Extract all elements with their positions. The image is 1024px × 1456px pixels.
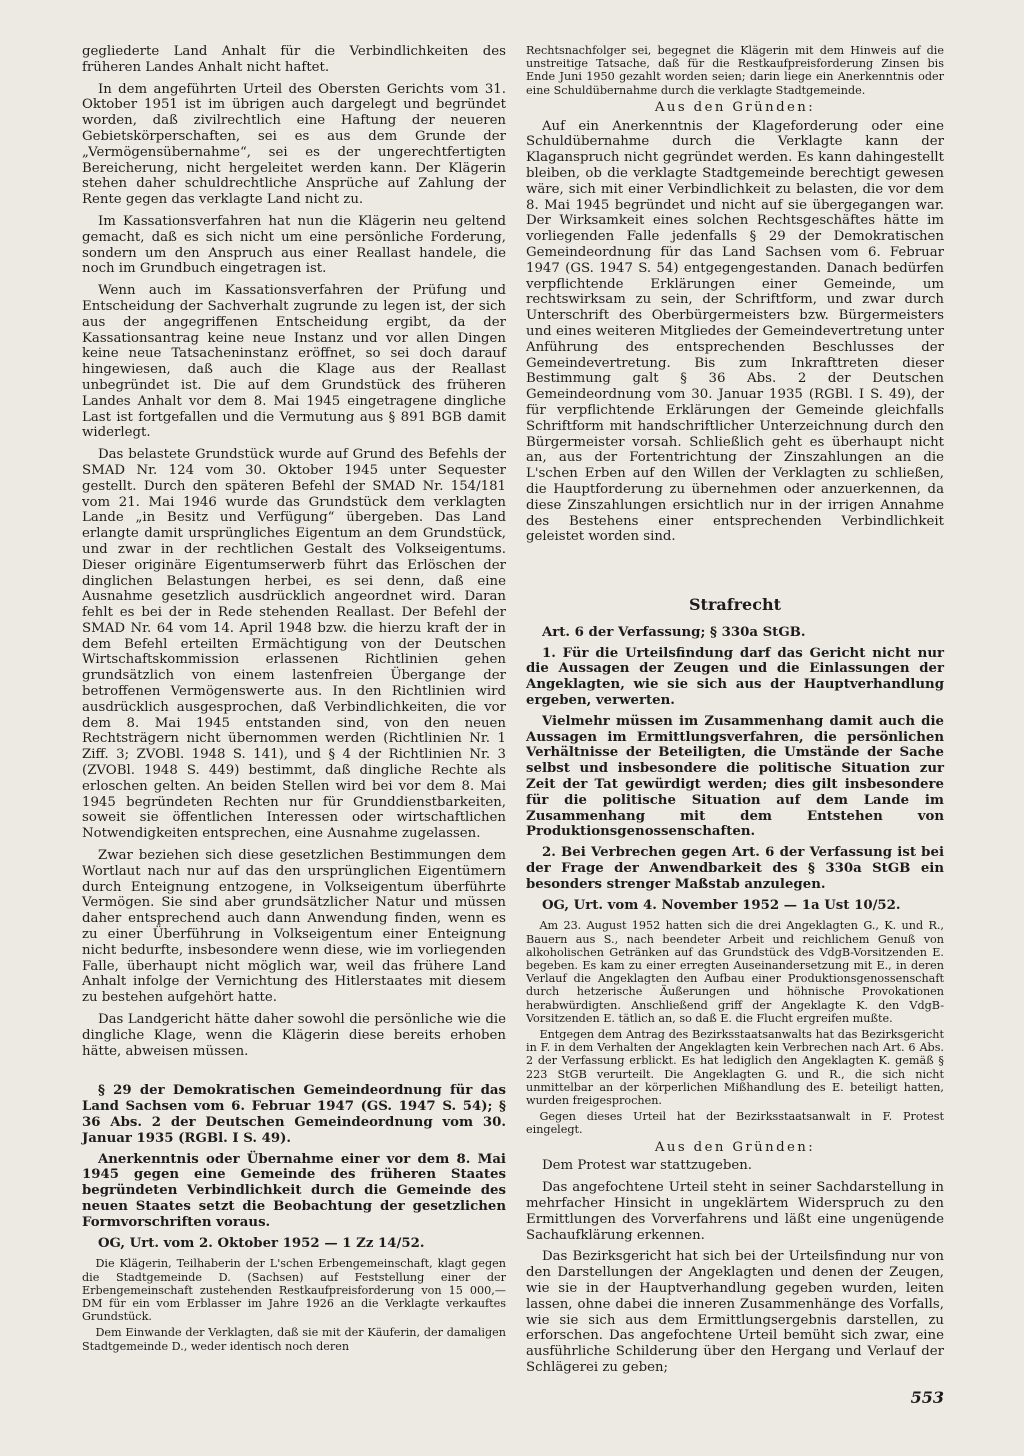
paragraph: Wenn auch im Kassationsverfahren der Prüfung und Entscheidung der Sachverhalt zugrunde zu legen ist, der sich aus der angegriffenen Entscheidung ergibt, da der Kassationsantrag keine neue Instanz und vor allen Dingen keine neue Tatsacheninstanz eröffnet, so sei doch darauf hingewiesen, daß auch die Klage aus der Reallast unbegründet ist. Die auf dem Grundstück des früheren Landes Anhalt vor dem 8. Mai 1945 eingetragene dingliche Last ist fortgefallen und die Vermutung aus § 891 BGB damit widerlegt. <box>82 283 506 441</box>
section-heading: Strafrecht <box>689 595 781 614</box>
paragraph: gegliederte Land Anhalt für die Verbindlichkeiten des früheren Landes Anhalt nicht haftet. <box>82 44 506 75</box>
paragraph: Das belastete Grundstück wurde auf Grund des Befehls der SMAD Nr. 124 vom 30. Oktober 1945 unter Sequester gestellt. Durch den späteren Befehl der SMAD Nr. 154/181 vom 21. Mai 1946 wurde das Grundstück dem verklagten Lande „in Besitz und Verfügung“ übergeben. Das Land erlangte damit ursprüngliches Eigentum an dem Grundstück, und zwar in der rechtlichen Gestalt des Volkseigentums. Dieser originäre Eigentumserwerb führt das Erlöschen der dinglichen Belastungen herbei, es sei denn, daß eine Ausnahme gesetzlich ausdrücklich angeordnet wird. Daran fehlt es bei der in Rede stehenden Reallast. Der Befehl der SMAD Nr. 64 vom 14. April 1948 bzw. die hierzu kraft der in dem Befehl erteilten Ermächtigung von der Deutschen Wirtschaftskommission erlassenen Richtlinien gehen grundsätzlich von einem lastenfreien Übergange der betroffenen Vermögenswerte aus. In den Richtlinien wird ausdrücklich ausgesprochen, daß Verbindlichkeiten, die vor dem 8. Mai 1945 entstanden sind, von den neuen Rechtsträgern nicht übernommen werden (Richtlinien Nr. 1 Ziff. 3; ZVOBl. 1948 S. 141), und § 4 der Richtlinien Nr. 3 (ZVOBl. 1948 S. 449) bestimmt, daß dingliche Rechte als erloschen gelten. An beiden Stellen wird bei vor dem 8. Mai 1945 begründeten Rechten nur für Grunddienstbarkeiten, soweit sie öffentlichen Interessen oder wirtschaftlichen Notwendigkeiten entsprechen, eine Ausnahme zugelassen. <box>82 447 506 842</box>
norms-reference: Art. 6 der Verfassung; § 330a StGB. <box>541 624 806 640</box>
paragraph: In dem angeführten Urteil des Obersten Gerichts vom 31. Oktober 1951 ist im übrigen auch dargelegt und begründet worden, daß zivilrechtlich eine Haftung der neueren Gebietskörperschaften, sei es aus dem Grunde der „Vermögensübernahme“, sei es der ungerechtfertigten Bereicherung, nicht hergeleitet werden kann. Der Klägerin stehen daher schuldrechtliche Ansprüche auf Zahlung der Rente gegen das verklagte Land nicht zu. <box>82 81 506 208</box>
reasons-label: Aus den Gründen: <box>654 99 816 115</box>
headnote: 1. Für die Urteilsfindung darf das Gericht nicht nur die Aussagen der Zeugen und die Einlassungen der Angeklagten, wie sie sich aus der Hauptverhandlung ergeben, verwerten. <box>526 645 944 708</box>
paragraph: Im Kassationsverfahren hat nun die Klägerin neu geltend gemacht, daß es sich nicht um eine persönliche Forderung, sondern um den Anspruch aus einer Reallast handele, die noch im Grundbuch eingetragen ist. <box>82 213 506 277</box>
headnote: 2. Bei Verbrechen gegen Art. 6 der Verfassung ist bei der Frage der Anwendbarkeit des § 330a StGB ein besonders strenger Maßstab anzulegen. <box>526 845 944 892</box>
facts-paragraph: Dem Einwande der Verklagten, daß sie mit der Käuferin, der damaligen Stadtgemeinde D., weder identisch noch deren <box>82 1326 506 1353</box>
case-citation: OG, Urt. vom 4. November 1952 — 1a Ust 10/52. <box>541 897 901 913</box>
left-column <box>82 44 506 1356</box>
paragraph: Zwar beziehen sich diese gesetzlichen Bestimmungen dem Wortlaut nach nur auf das den ursprünglichen Eigentümern durch Enteignung entzogene, in Volkseigentum überführte Vermögen. Sie sind aber grundsätzlicher Natur und müssen daher entsprechend auch dann Anwendung finden, wenn es zu einer Überführung in Volkseigentum einer Enteignung nicht bedurfte, insbesondere wenn diese, wie im vorliegenden Falle, überhaupt nicht möglich war, weil das frühere Land Anhalt infolge der Vernichtung des Hitlerstaates mit diesem zu bestehen aufgehört hatte. <box>82 848 506 1006</box>
right-column-upper <box>526 44 944 551</box>
norms-reference: § 29 der Demokratischen Gemeindeordnung für das Land Sachsen vom 6. Februar 1947 (GS. 1947 S. 54); § 36 Abs. 2 der Deutschen Gemeindeordnung vom 30. Januar 1935 (RGBl. I S. 49). <box>82 1083 506 1146</box>
paragraph: Das angefochtene Urteil steht in seiner Sachdarstellung in mehrfacher Hinsicht in ungeklärtem Widerspruch zu den Ermittlungen des Vorverfahrens und läßt eine ungenügende Sachaufklärung erkennen. <box>526 1180 944 1243</box>
facts-paragraph: Die Klägerin, Teilhaberin der L'schen Erbengemeinschaft, klagt gegen die Stadtgemeinde D. (Sachsen) auf Feststellung einer der Erbengemeinschaft zustehenden Restkaufpreisforderung von 15 000,— DM für ein vom Erblasser im Jahre 1926 an die Verklagte verkauftes Grundstück. <box>82 1257 506 1324</box>
facts-paragraph: Am 23. August 1952 hatten sich die drei Angeklagten G., K. und R., Bauern aus S., nach beendeter Arbeit und reichlichem Genuß von alkoholischen Getränken auf das Grundstück des VdgB-Vorsitzenden E. begeben. Es kam zu einer erregten Auseinandersetzung mit E., in deren Verlauf die Angeklagten den Aufbau einer Produktionsgenossenschaft durch hetzerische Äußerungen und höhnische Provokationen herabwürdigten. Anschließend griff der Angeklagte K. den VdgB-Vorsitzenden E. tätlich an, so daß E. die Flucht ergreifen mußte. <box>526 919 944 1025</box>
headnote: Vielmehr müssen im Zusammenhang damit auch die Aussagen im Ermittlungsverfahren, die persönlichen Verhältnisse der Beteiligten, die Umstände der Sache selbst und insbesondere die politische Situation zur Zeit der Tat gewürdigt werden; dies gilt insbesondere für die politische Situation auf dem Lande im Zusammenhang mit dem Entstehen von Produktionsgenossenschaften. <box>526 713 944 840</box>
facts-paragraph: Gegen dieses Urteil hat der Bezirksstaatsanwalt in F. Protest eingelegt. <box>526 1110 944 1137</box>
right-column-lower <box>526 583 944 1382</box>
case-citation: OG, Urt. vom 2. Oktober 1952 — 1 Zz 14/52. <box>97 1235 425 1251</box>
paragraph: Das Landgericht hätte daher sowohl die persönliche wie die dingliche Klage, wenn die Klägerin diese bereits erhoben hätte, abweisen müssen. <box>82 1012 506 1059</box>
facts-paragraph: Rechtsnachfolger sei, begegnet die Klägerin mit dem Hinweis auf die unstreitige Tatsache, daß für die Restkaufpreisforderung Zinsen bis Ende Juni 1950 gezahlt worden seien; darin liege ein Anerkenntnis oder eine Schuldübernahme durch die verklagte Stadtgemeinde. <box>526 44 944 97</box>
page-number: 553 <box>910 1388 944 1407</box>
paragraph: Das Bezirksgericht hat sich bei der Urteilsfindung nur von den Darstellungen der Angeklagten und denen der Zeugen, wie sie in der Hauptverhandlung gegeben wurden, leiten lassen, ohne dabei die inneren Zusammenhänge des Vorfalls, wie sie sich aus dem Ermittlungsergebnis darstellen, zu erforschen. Das angefochtene Urteil bemüht sich zwar, eine ausführliche Schilderung über den Hergang und Verlauf der Schlägerei zu geben; <box>526 1249 944 1375</box>
headnote: Anerkenntnis oder Übernahme einer vor dem 8. Mai 1945 gegen eine Gemeinde des früheren Staates begründeten Verbindlichkeit durch die Gemeinde des neuen Staates setzt die Beobachtung der gesetzlichen Formvorschriften voraus. <box>82 1151 506 1230</box>
facts-paragraph: Entgegen dem Antrag des Bezirksstaatsanwalts hat das Bezirksgericht in F. in dem Verhalten der Angeklagten kein Verbrechen nach Art. 6 Abs. 2 der Verfassung erblickt. Es hat lediglich den Angeklagten K. gemäß § 223 StGB verurteilt. Die Angeklagten G. und R., die sich nicht unmittelbar an der körperlichen Mißhandlung des E. beteiligt hatten, wurden freigesprochen. <box>526 1027 944 1107</box>
paragraph: Dem Protest war stattzugeben. <box>541 1158 753 1174</box>
paragraph: Auf ein Anerkenntnis der Klageforderung oder eine Schuldübernahme durch die Verklagte kann der Klaganspruch nicht gegründet werden. Es kann dahingestellt bleiben, ob die verklagte Stadtgemeinde berechtigt gewesen wäre, sich mit einer Verbindlichkeit zu belasten, die vor dem 8. Mai 1945 begründet und nicht auf sie übergegangen war. Der Wirksamkeit eines solchen Rechtsgeschäftes hätte im vorliegenden Falle jedenfalls § 29 der Demokratischen Gemeindeordnung für das Land Sachsen vom 6. Februar 1947 (GS. 1947 S. 54) entgegengestanden. Danach bedürfen verpflichtende Erklärungen einer Gemeinde, um rechtswirksam zu sein, der Schriftform, und zwar durch Unterschrift des Oberbürgermeisters bzw. Bürgermeisters und eines weiteren Mitgliedes der Gemeindevertretung unter Anführung des entsprechenden Beschlusses der Gemeindevertretung. Bis zum Inkrafttreten dieser Bestimmung galt § 36 Abs. 2 der Deutschen Gemeindeordnung vom 30. Januar 1935 (RGBl. I S. 49), der für verpflichtende Erklärungen der Gemeinde gleichfalls Schriftform mit handschriftlicher Unterzeichnung durch den Bürgermeister vorsah. Schließlich geht es überhaupt nicht an, aus der Fortentrichtung der Zinszahlungen an die L'schen Erben auf den Willen der Verklagten zu schließen, die Hauptforderung zu übernehmen oder anzuerkennen, da diese Zinszahlungen ersichtlich nur in der irrigen Annahme des Bestehens einer entsprechenden Verbindlichkeit geleistet worden sind. <box>526 118 944 545</box>
reasons-label: Aus den Gründen: <box>654 1139 816 1155</box>
